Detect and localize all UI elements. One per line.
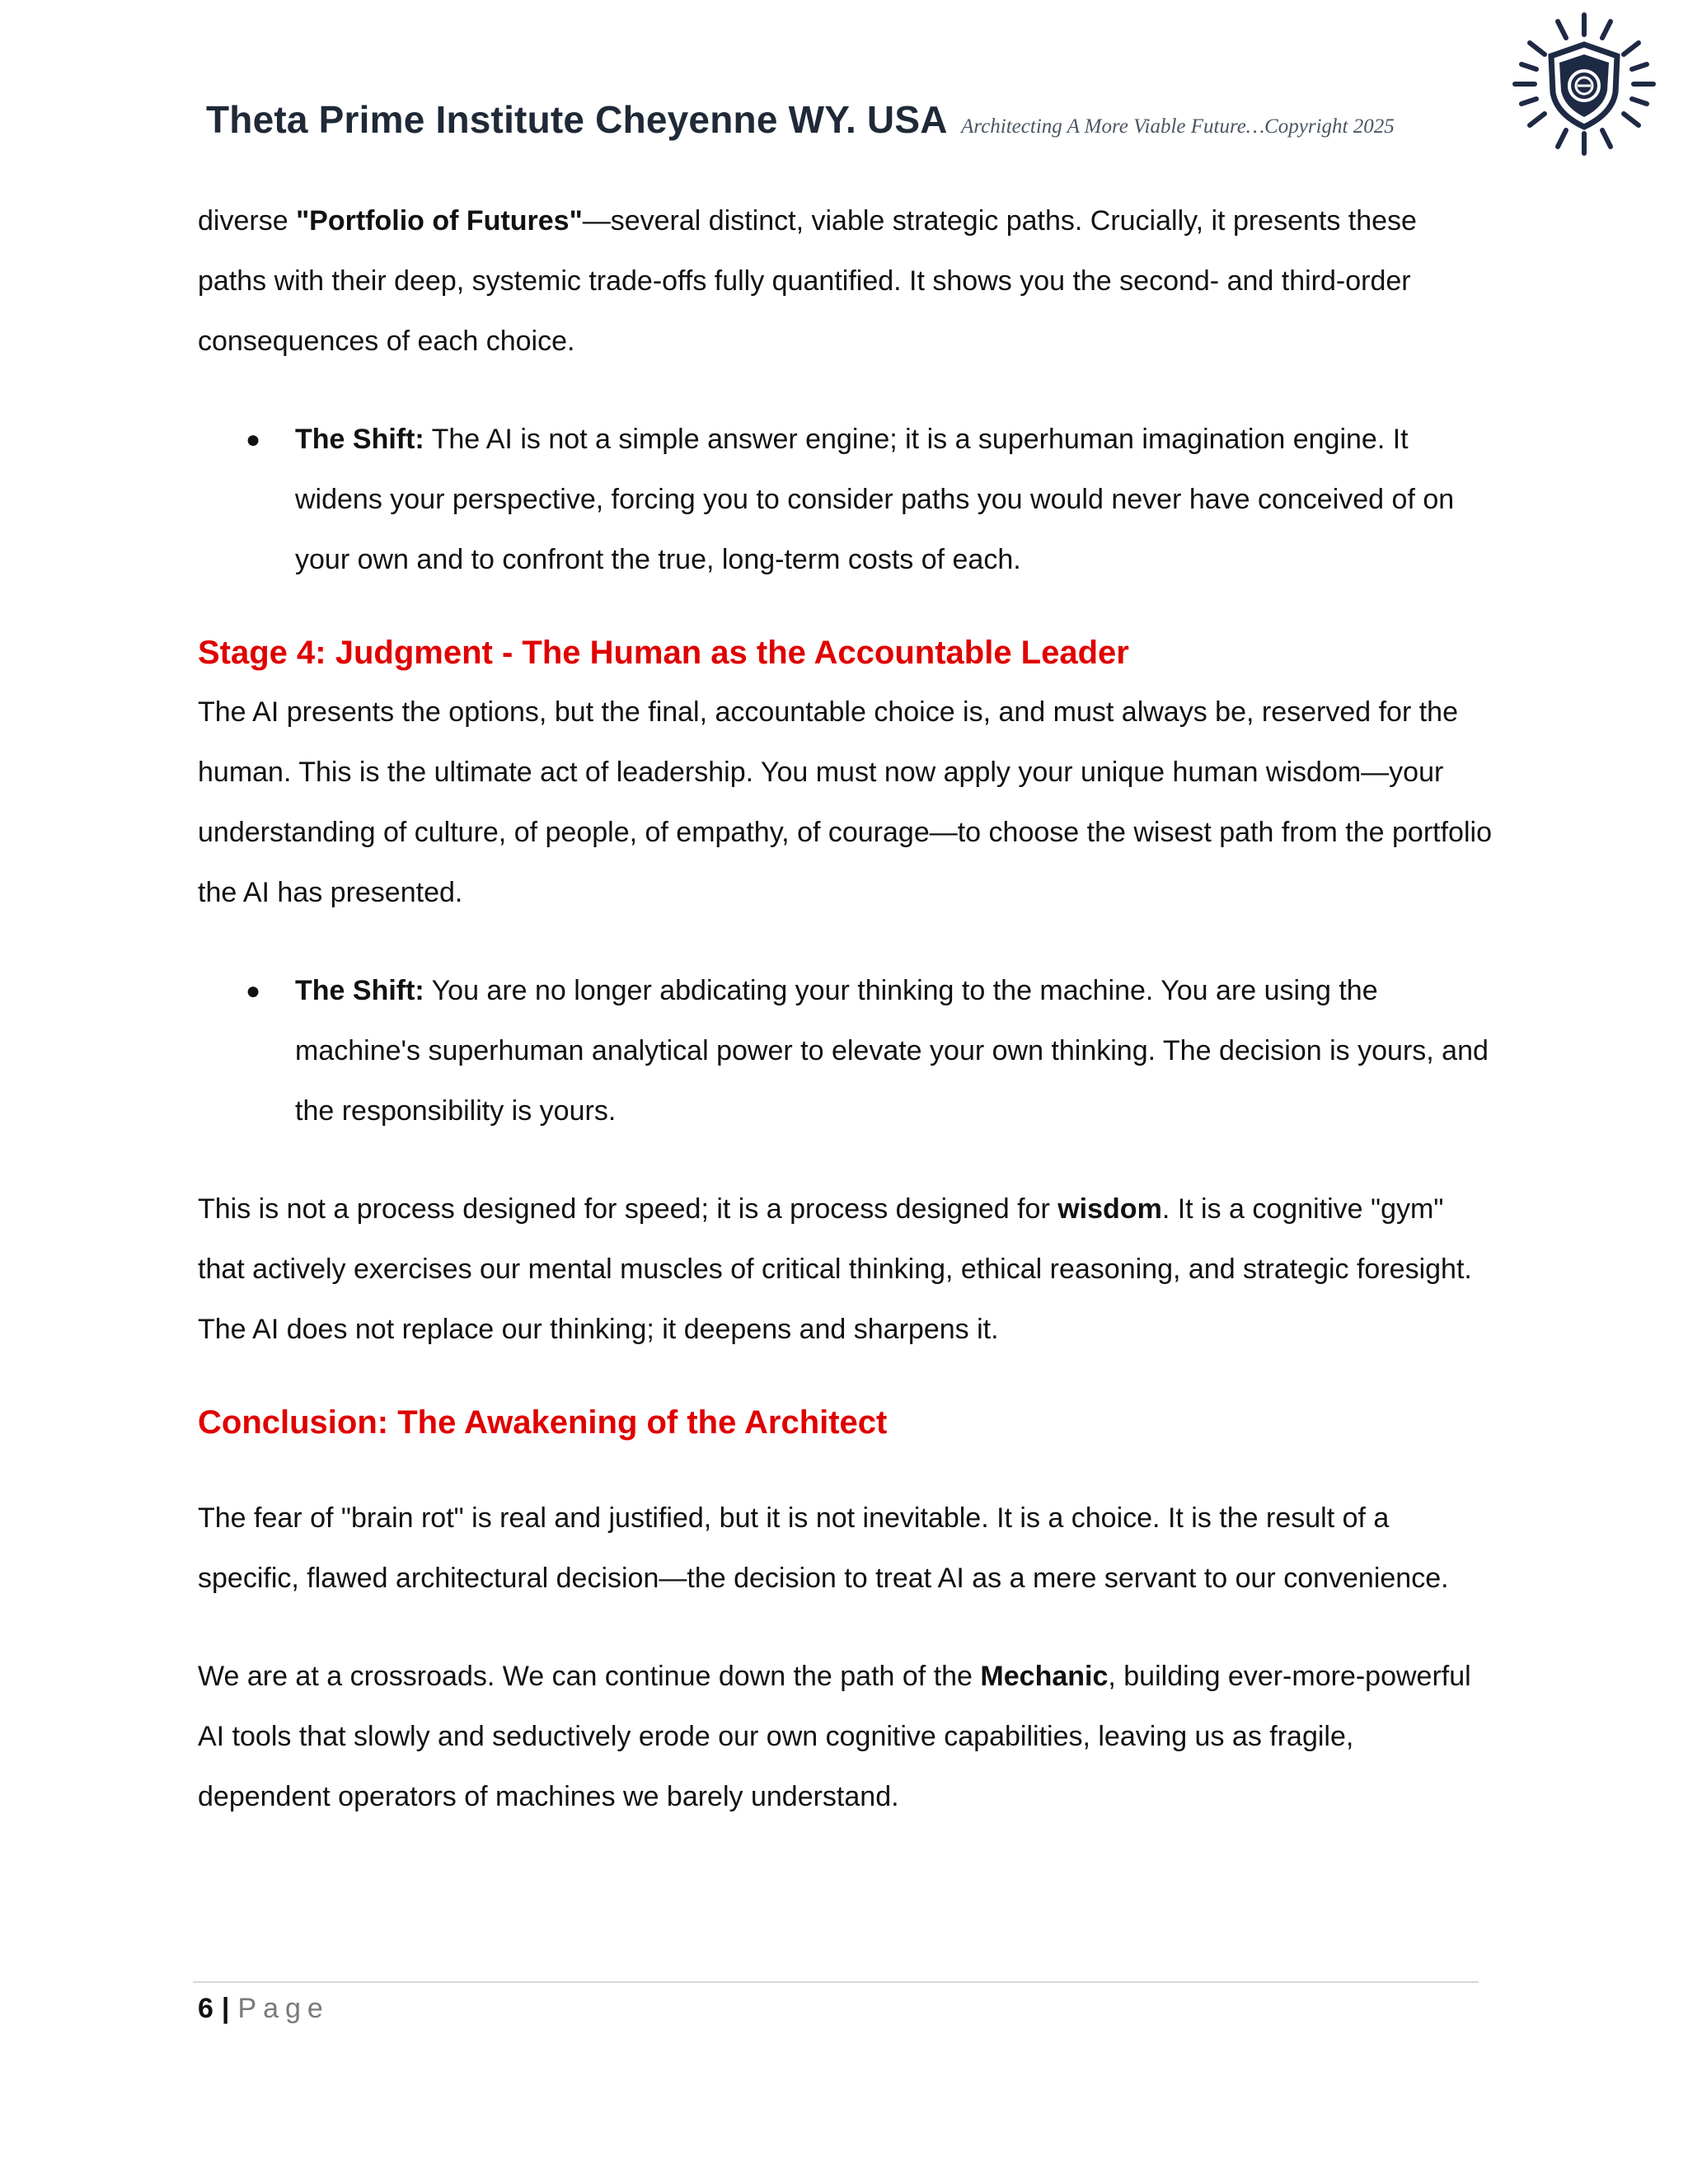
shield-sun-logo-icon [1510, 10, 1658, 158]
bullet-dot: ● [246, 426, 261, 453]
footer-divider [193, 1981, 1479, 1983]
page-label: Page [237, 1993, 330, 2024]
footer-separator: | [221, 1993, 230, 2024]
header-tagline: Architecting A More Viable Future…Copyright 2025 [961, 115, 1395, 138]
bold-mechanic: Mechanic [980, 1661, 1109, 1692]
bullet-shift-responsibility: ● The Shift: You are no longer abdicating your thinking to the machine. You are using the machine's superhuman analytical power to elevate your own thinking. The decision is yours, and the responsibility is yours. [198, 961, 1492, 1141]
paragraph-crossroads: We are at a crossroads. We can continue down the path of the Mechanic, building ever-more-powerful AI tools that slowly and seductively erode our own cognitive capabilities, leaving us as fragile, dependent operators of machines we barely understand. [198, 1661, 1471, 1812]
bullet-shift-imagination: ● The Shift: The AI is not a simple answer engine; it is a superhuman imagination engine. It widens your perspective, forcing you to consider paths you would never have conceived of on your own and to confront the true, long-term costs of each. [198, 410, 1492, 590]
stage-4-heading: Stage 4: Judgment - The Human as the Accountable Leader [198, 635, 1129, 671]
paragraph-judgment: The AI presents the options, but the final, accountable choice is, and must always be, reserved for the human. This is the ultimate act of leadership. You must now apply your unique human wisdom—your understanding of culture, of people, of empathy, of courage—to choose the wisest path from the portfolio the AI has presented. [198, 696, 1492, 908]
paragraph-portfolio: diverse "Portfolio of Futures"—several distinct, viable strategic paths. Crucially, it presents these paths with their deep, systemic trade-offs fully quantified. It shows you the second- and third-order consequences of each choice. [198, 205, 1417, 357]
page-footer [198, 1988, 330, 2029]
bullet-dot: ● [246, 977, 261, 1005]
bold-portfolio-of-futures: "Portfolio of Futures" [296, 205, 583, 237]
header-title: Theta Prime Institute Cheyenne WY. USA [206, 98, 948, 141]
bold-wisdom: wisdom [1057, 1193, 1162, 1225]
document-body [198, 191, 1492, 1827]
conclusion-heading: Conclusion: The Awakening of the Architect [198, 1404, 888, 1441]
paragraph-brain-rot: The fear of "brain rot" is real and justified, but it is not inevitable. It is a choice. It is the result of a specific, flawed architectural decision—the decision to treat AI as a mere servant to our convenience. [198, 1502, 1449, 1594]
page-header [206, 97, 1492, 163]
page-number: 6 [198, 1993, 213, 2024]
paragraph-wisdom: This is not a process designed for speed; it is a process designed for wisdom. It is a cognitive "gym" that actively exercises our mental muscles of critical thinking, ethical reasoning, and strategic foresight. The AI does not replace our thinking; it deepens and sharpens it. [198, 1193, 1472, 1345]
